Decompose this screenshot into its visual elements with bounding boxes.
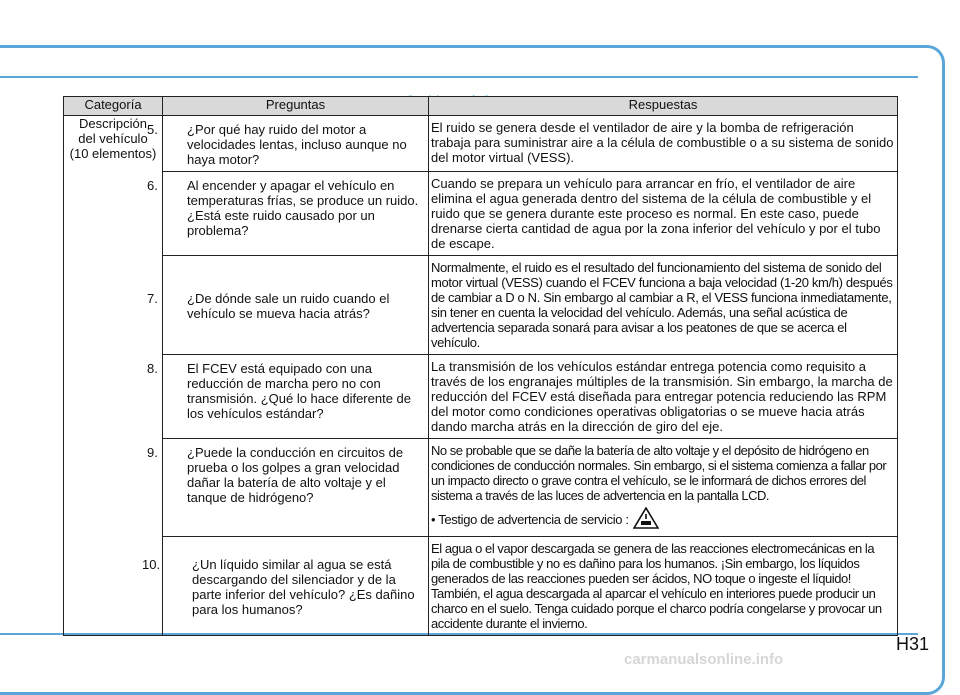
- header-answers: Respuestas: [429, 97, 898, 116]
- page-number: H31: [896, 634, 930, 654]
- answer-text: No se probable que se dañe la batería de alto voltaje y el depósito de hidrógeno en condiciones de conducción normales. Sin embargo, si el sistema comienza a fallar por un impacto directo o grave contra el vehículo, se le informará de dichos errores del sistema a través de las luces de advertencia en la pantalla LCD.: [431, 443, 887, 503]
- header-questions: Preguntas: [163, 97, 429, 116]
- category-line: del vehículo: [78, 131, 148, 146]
- header-category: Categoría: [64, 97, 163, 116]
- question-number: 10.: [142, 557, 161, 572]
- table-row: [64, 537, 898, 636]
- service-warning-icon: [633, 507, 659, 532]
- answer-cell: [429, 116, 898, 172]
- answer-cell: [429, 256, 898, 355]
- question-text: ¿Por qué hay ruido del motor a velocidades lentas, incluso aunque no haya motor?: [187, 122, 407, 167]
- question-number: 6.: [147, 178, 158, 193]
- faq-table: [63, 96, 898, 636]
- answer-cell: [429, 355, 898, 439]
- question-text: ¿Puede la conducción en circuitos de prueba o los golpes a gran velocidad dañar la batería de alto voltaje y el tanque de hidrógeno?: [187, 445, 404, 505]
- question-text: ¿Un líquido similar al agua se está descargando del silenciador y de la parte inferior del vehículo? ¿Es dañino para los humanos?: [192, 557, 415, 617]
- question-number: 5.: [147, 122, 158, 137]
- table-row: [64, 172, 898, 256]
- question-cell: [142, 537, 429, 636]
- answer-text: Normalmente, el ruido es el resultado del funcionamiento del sistema de sonido del motor virtual (VESS) cuando el FCEV funciona a baja velocidad (1-20 km/h) después de cambiar a D o N. Sin embargo al cambiar a R, el VESS funciona inmediatamente, sin tener en cuenta la velocidad del vehículo. Además, una señal acústica de advertencia separada sonará para avisar a los peatones de que se acerca el vehículo.: [431, 260, 893, 350]
- category-line: Descripción: [79, 116, 147, 131]
- category-line: (10 elementos): [69, 146, 157, 161]
- table-row: [64, 256, 898, 355]
- table-row: [64, 116, 898, 172]
- question-cell: [147, 439, 429, 537]
- table-row: [64, 439, 898, 537]
- answer-cell: [429, 439, 898, 537]
- answer-text: El agua o el vapor descargada se genera de las reacciones electromecánicas en la pila de combustible y no es dañino para los humanos. ¡Sin embargo, los líquidos generados de las reacciones pueden ser ácidos, NO toque o ingeste el líquido! También, el agua descargada al aparcar el vehículo en interiores puede producir un charco en el suelo. Tenga cuidado porque el charco podría congelarse y provocar un accidente durante el invierno.: [431, 541, 882, 631]
- answer-cell: [429, 172, 898, 256]
- question-number: 8.: [147, 361, 158, 376]
- answer-cell: [429, 537, 898, 636]
- question-text: Al encender y apagar el vehículo en temperaturas frías, se produce un ruido. ¿Está este ruido causado por un problema?: [187, 178, 419, 238]
- question-cell: [147, 116, 429, 172]
- question-number: 9.: [147, 445, 158, 460]
- question-text: ¿De dónde sale un ruido cuando el vehículo se mueva hacia atrás?: [187, 291, 390, 321]
- answer-text: Cuando se prepara un vehículo para arrancar en frío, el ventilador de aire elimina el agua generada dentro del sistema de la célula de combustible y el ruido que se genera durante este proceso es normal. En este caso, puede drenarse cierta cantidad de agua por la zona inferior del vehículo y por el tubo de escape.: [431, 176, 881, 251]
- answer-text: El ruido se genera desde el ventilador de aire y la bomba de refrigeración trabaja para suministrar aire a la célula de combustible o a su sistema de sonido del motor virtual (VESS).: [431, 120, 894, 165]
- warning-label: • Testigo de advertencia de servicio :: [431, 512, 629, 527]
- table-header-row: [64, 97, 898, 116]
- top-rule: [0, 76, 918, 78]
- question-cell: [147, 256, 429, 355]
- answer-text: La transmisión de los vehículos estándar entrega potencia como requisito a través de los engranajes múltiples de la transmisión. Sin embargo, la marcha de reducción del FCEV está diseñada para entregar potencia reduciendo las RPM del motor como condiciones operativas obligatorias o se mueve hacia atrás dando marcha atrás en la dirección de giro del eje.: [431, 359, 893, 434]
- question-cell: [147, 355, 429, 439]
- question-number: 7.: [147, 291, 158, 306]
- warning-row: [431, 507, 895, 532]
- watermark-bottom[interactable]: carmanualsonline.info: [624, 651, 784, 668]
- table-row: [64, 355, 898, 439]
- question-cell: [147, 172, 429, 256]
- question-text: El FCEV está equipado con una reducción de marcha pero no con transmisión. ¿Qué lo hace diferente de los vehículos estándar?: [187, 361, 412, 421]
